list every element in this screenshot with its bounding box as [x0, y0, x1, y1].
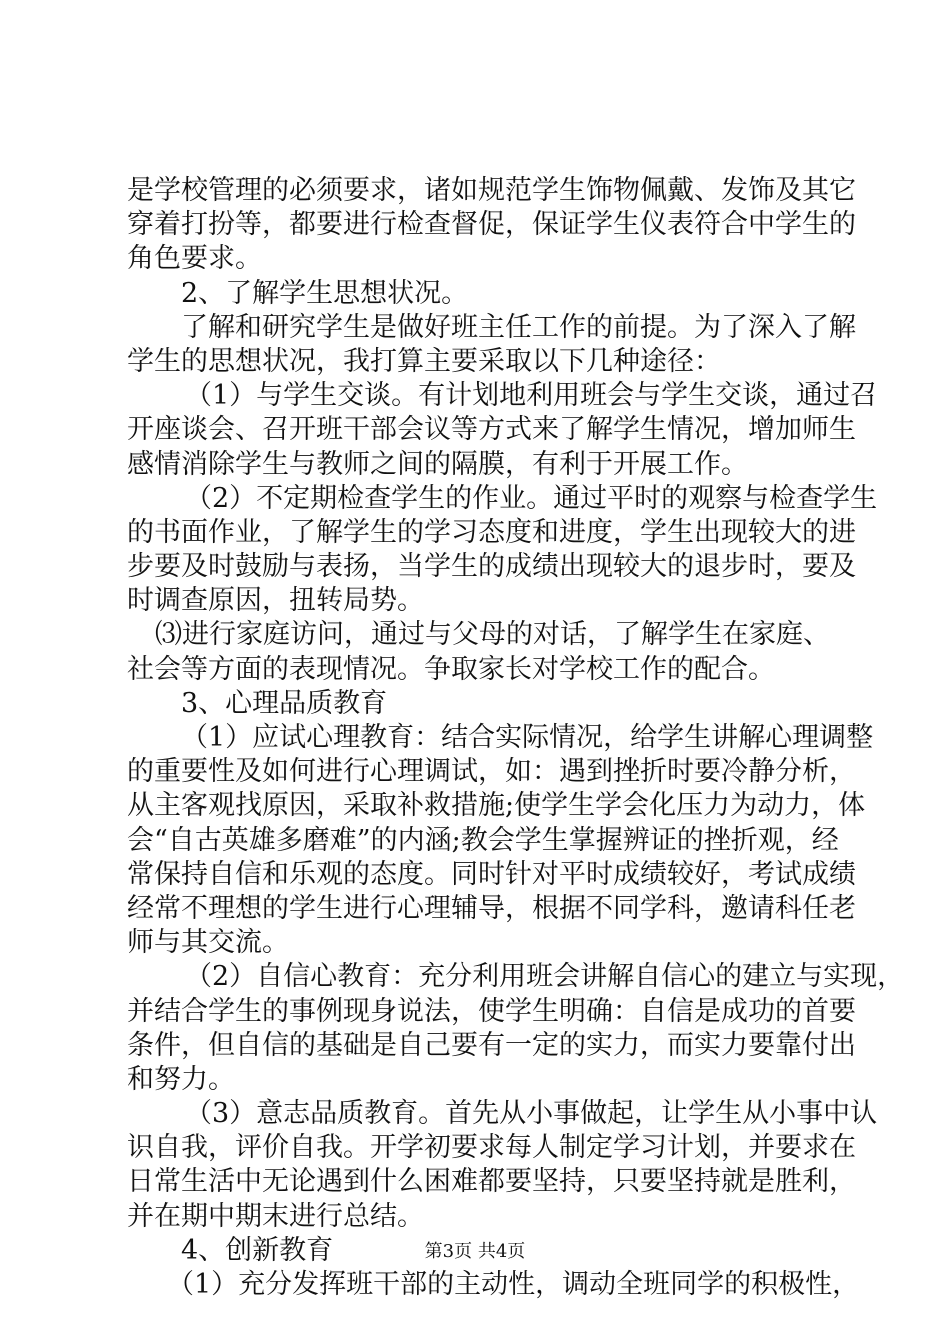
text-line: 的书面作业，了解学生的学习态度和进度，学生出现较大的进 — [127, 516, 856, 548]
text-line: 日常生活中无论遇到什么困难都要坚持，只要坚持就是胜利， — [127, 1166, 856, 1198]
text-line: 角色要求。 — [127, 243, 262, 275]
text-line: 穿着打扮等，都要进行检查督促，保证学生仪表符合中学生的 — [127, 209, 856, 241]
text-line: 时调查原因，扭转局势。 — [127, 585, 424, 617]
text-line: 了解和研究学生是做好班主任工作的前提。为了深入了解 — [181, 311, 856, 343]
text-line: 和努力。 — [127, 1063, 235, 1095]
text-line: 常保持自信和乐观的态度。同时针对平时成绩较好，考试成绩 — [127, 858, 856, 890]
text-line: 社会等方面的表现情况。争取家长对学校工作的配合。 — [127, 653, 775, 685]
text-line: 学生的思想状况，我打算主要采取以下几种途径： — [127, 345, 721, 377]
text-line: 从主客观找原因，采取补救措施;使学生学会化压力为动力，体 — [127, 790, 866, 822]
text-line: 会“自古英雄多磨难”的内涵;教会学生掌握辨证的挫折观，经 — [127, 824, 839, 856]
text-line: ⑶进行家庭访问，通过与父母的对话，了解学生在家庭、 — [155, 619, 830, 651]
text-line: 步要及时鼓励与表扬，当学生的成绩出现较大的退步时，要及 — [127, 551, 856, 583]
text-line: 2、了解学生思想状况。 — [181, 277, 469, 309]
text-line: 4、创新教育 — [181, 1234, 334, 1266]
text-line: 感情消除学生与教师之间的隔膜，有利于开展工作。 — [127, 448, 748, 480]
page-footer: 第3页 共4页 — [424, 1241, 526, 1262]
text-line: （1）充分发挥班干部的主动性，调动全班同学的积极性， — [167, 1269, 860, 1300]
text-line: 是学校管理的必须要求，诸如规范学生饰物佩戴、发饰及其它 — [127, 175, 856, 206]
text-line: 开座谈会、召开班干部会议等方式来了解学生情况，增加师生 — [127, 414, 856, 446]
text-line: 师与其交流。 — [127, 927, 289, 959]
text-line: 条件，但自信的基础是自己要有一定的实力，而实力要靠付出 — [127, 1029, 856, 1061]
text-line: 并在期中期末进行总结。 — [127, 1200, 424, 1232]
text-line: （2）自信心教育：充分利用班会讲解自信心的建立与实现， — [185, 961, 905, 993]
text-line: （1）应试心理教育：结合实际情况，给学生讲解心理调整 — [181, 722, 874, 753]
document-body — [127, 174, 905, 1302]
text-line: （2）不定期检查学生的作业。通过平时的观察与检查学生 — [185, 482, 878, 514]
text-line: 的重要性及如何进行心理调试，如：遇到挫折时要冷静分析， — [127, 756, 856, 788]
text-line: 经常不理想的学生进行心理辅导，根据不同学科，邀请科任老 — [127, 892, 856, 924]
text-line: （1）与学生交谈。有计划地利用班会与学生交谈，通过召 — [185, 380, 878, 412]
text-line: 3、心理品质教育 — [181, 687, 388, 719]
text-line: 并结合学生的事例现身说法，使学生明确：自信是成功的首要 — [127, 995, 856, 1027]
text-line: 识自我，评价自我。开学初要求每人制定学习计划，并要求在 — [127, 1132, 856, 1164]
text-line: （3）意志品质教育。首先从小事做起，让学生从小事中认 — [185, 1098, 878, 1130]
